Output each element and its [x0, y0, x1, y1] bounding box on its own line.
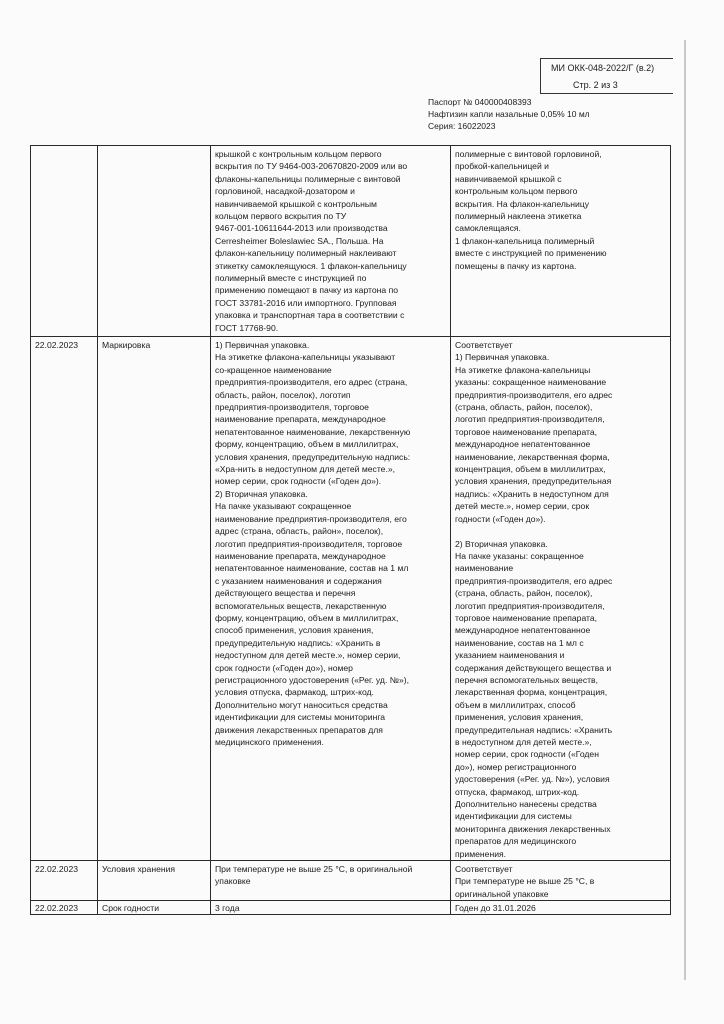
scan-edge — [684, 40, 686, 980]
date-cell: 22.02.2023 — [31, 901, 98, 915]
table-row — [31, 337, 671, 861]
requirement-cell: При температуре не выше 25 °С, в оригинальной упаковке — [211, 861, 451, 901]
page-indicator: Стр. 2 из 3 — [573, 80, 618, 90]
passport-number: Паспорт № 040000408393 — [428, 97, 532, 107]
requirement-cell: 1) Первичная упаковка. На этикетке флакона-капельницы указывают со-кращенное наименование предприятия-производителя, его адрес (страна, область, район, поселок), логотип предприятия-производителя, торговое наименование препарата, международное непатентованное наименование, лекарственную форму, концентрацию, объем в миллилитрах, условия хранения, предупредительную надпись: «Хра-нить в недоступном для детей месте.», номер серии, срок годности («Годен до»). 2) Вторичная упаковка. На пачке указывают сокращенное наименование предприятия-производителя, его адрес (страна, область, район», поселок), логотип предприятия-производителя, торговое наименование препарата, международное непатентованное наименование, состав на 1 мл с указанием наименования и содержания действующего вещества и перечня вспомогательных веществ, лекарственную форму, концентрацию, объем в миллилитрах, способ применения, условия хранения, предупредительную надпись: «Хранить в недоступном для детей месте.», номер серии, срок годности («Годен до»), номер регистрационного удостоверения («Рег. уд. №»), условия отпуска, фармакод, штрих-код. Дополнительно могут наноситься средства идентификации для системы мониторинга движения лекарственных препаратов для медицинского применения. — [211, 337, 451, 861]
result-cell: полимерные с винтовой горловиной, пробкой-капельницей и навинчиваемой крышкой с контрольным кольцом первого вскрытия. На флакон-капельницу полимерный наклеена этикетка самоклеящаяся. 1 флакон-капельница полимерный вместе с инструкцией по применению помещены в пачку из картона. — [451, 146, 671, 337]
document-code: МИ ОКК-048-2022/Г (в.2) — [551, 63, 655, 73]
date-cell: 22.02.2023 — [31, 861, 98, 901]
result-cell: Соответствует При температуре не выше 25 °С, в оригинальной упаковке — [451, 861, 671, 901]
document-id-box — [540, 58, 673, 94]
date-cell — [31, 146, 98, 337]
indicator-cell: Срок годности — [98, 901, 211, 915]
table-row — [31, 146, 671, 337]
indicator-cell: Маркировка — [98, 337, 211, 861]
series-number: Серия: 16022023 — [428, 121, 496, 131]
result-cell: Соответствует 1) Первичная упаковка. На этикетке флакона-капельницы указаны: сокращенное наименование предприятия-производителя, его адрес (страна, область, район, поселок), логотип предприятия-производителя, торговое наименование препарата, международное непатентованное наименование, лекарственная форма, концентрация, объем в миллилитрах, условия хранения, предупредительная надпись: «Хранить в недоступном для детей месте.», номер серии, срок годности («Годен до»). 2) Вторичная упаковка. На пачке указаны: сокращенное наименование предприятия-производителя, его адрес (страна, область, район, поселок), логотип предприятия-производителя, торговое наименование препарата, международное непатентованное наименование, состав на 1 мл с указанием наименования и содержания действующего вещества и перечня вспомогательных веществ, лекарственная форма, концентрация, объем в миллилитрах, способ применения, условия хранения, предупредительная надпись: «Хранить в недоступном для детей месте.», номер серии, срок годности («Годен до»), номер регистрационного удостоверения («Рег. уд. №»), условия отпуска, фармакод, штрих-код. Дополнительно нанесены средства идентификации для системы мониторинга движения лекарственных препаратов для медицинского применения. — [451, 337, 671, 861]
product-name: Нафтизин капли назальные 0,05% 10 мл — [428, 109, 590, 119]
indicator-cell — [98, 146, 211, 337]
result-cell: Годен до 31.01.2026 — [451, 901, 671, 915]
date-cell: 22.02.2023 — [31, 337, 98, 861]
table-row — [31, 901, 671, 915]
quality-table — [30, 145, 671, 915]
indicator-cell: Условия хранения — [98, 861, 211, 901]
passport-block — [428, 96, 590, 132]
table-row — [31, 861, 671, 901]
requirement-cell: 3 года — [211, 901, 451, 915]
requirement-cell: крышкой с контрольным кольцом первого вскрытия по ТУ 9464-003-20670820-2009 или во флаконы-капельницы полимерные с винтовой горловиной, насадкой-дозатором и навинчиваемой крышкой с контрольным кольцом первого вскрытия по ТУ 9467-001-10611644-2013 или производства Cerresheimer Boleslawiec SA., Польша. На флакон-капельницу полимерный наклеивают этикетку самоклеящуюся. 1 флакон-капельницу полимерный вместе с инструкцией по применению помещают в пачку из картона по ГОСТ 33781-2016 или импортного. Групповая упаковка и транспортная тара в соответствии с ГОСТ 17768-90. — [211, 146, 451, 337]
